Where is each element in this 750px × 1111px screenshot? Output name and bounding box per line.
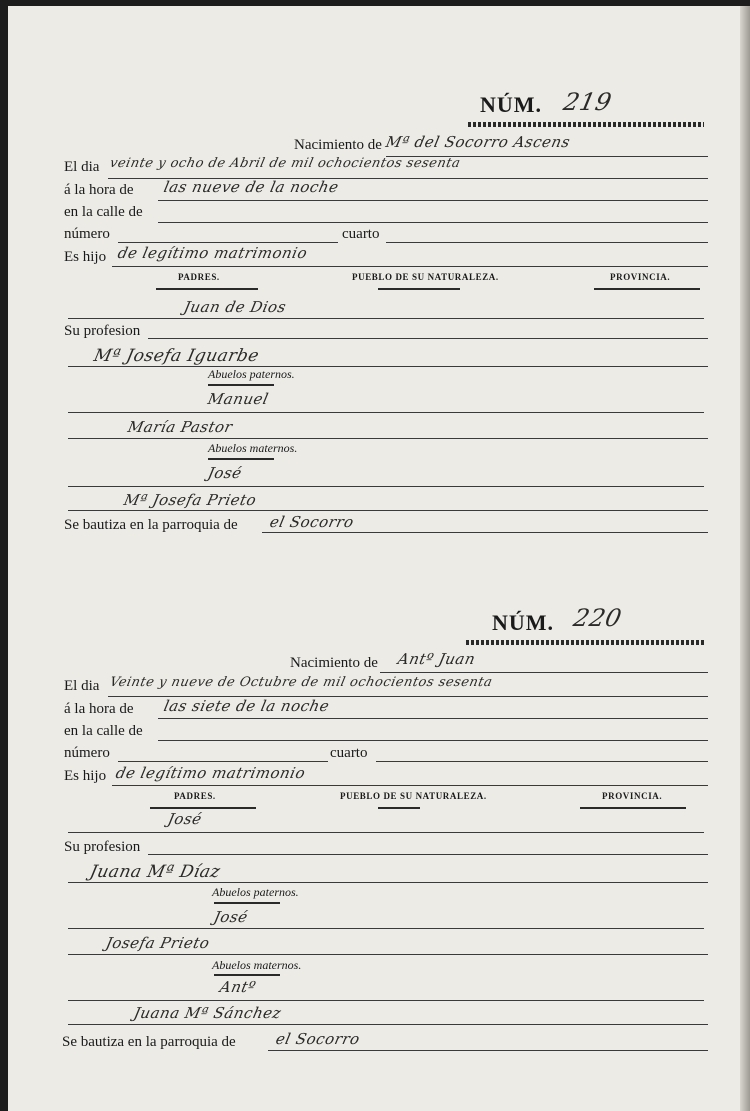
es-hijo-value: de legítimo matrimonio bbox=[116, 244, 310, 262]
cuarto-label: cuarto bbox=[342, 226, 380, 242]
nacimiento-value: Antº Juan bbox=[396, 650, 478, 668]
nacimiento-label: Nacimiento de bbox=[290, 655, 378, 671]
parroquia-value: el Socorro bbox=[274, 1030, 362, 1048]
es-hijo-label: Es hijo bbox=[64, 768, 107, 784]
el-dia-label: El dia bbox=[64, 159, 100, 175]
el-dia-value: veinte y ocho de Abril de mil ochocientos sesenta bbox=[108, 156, 462, 171]
hora-label: á la hora de bbox=[64, 701, 134, 717]
nacimiento-value: Mª del Socorro Ascens bbox=[384, 133, 572, 151]
madre-name: Juana Mª Díaz bbox=[87, 862, 223, 882]
padres-header: PADRES. bbox=[178, 272, 220, 282]
padres-header: PADRES. bbox=[174, 791, 216, 801]
madre-name: Mª Josefa Iguarbe bbox=[91, 346, 262, 366]
record-number: 219 bbox=[561, 88, 615, 116]
hora-value: las nueve de la noche bbox=[162, 178, 341, 196]
abuelos-maternos-label: Abuelos maternos. bbox=[208, 441, 298, 455]
abuelo-paterno-name: José bbox=[212, 908, 250, 926]
parroquia-label: Se bautiza en la parroquia de bbox=[64, 517, 238, 533]
abuelos-paternos-label: Abuelos paternos. bbox=[212, 885, 299, 899]
abuela-materna-name: Juana Mª Sánchez bbox=[132, 1004, 283, 1022]
pueblo-header: PUEBLO DE SU NATURALEZA. bbox=[340, 791, 487, 801]
pueblo-header: PUEBLO DE SU NATURALEZA. bbox=[352, 272, 499, 282]
el-dia-value: Veinte y nueve de Octubre de mil ochocientos sesenta bbox=[108, 675, 494, 690]
abuelos-maternos-label: Abuelos maternos. bbox=[212, 958, 302, 972]
abuelo-paterno-name: Manuel bbox=[206, 390, 271, 408]
record-number-label: NÚM. bbox=[492, 610, 555, 635]
hora-value: las siete de la noche bbox=[162, 697, 332, 715]
calle-label: en la calle de bbox=[64, 204, 143, 220]
register-page bbox=[8, 6, 740, 1111]
es-hijo-value: de legítimo matrimonio bbox=[114, 764, 308, 782]
el-dia-label: El dia bbox=[64, 678, 100, 694]
calle-label: en la calle de bbox=[64, 723, 143, 739]
hora-label: á la hora de bbox=[64, 182, 134, 198]
abuelo-materno-name: José bbox=[206, 464, 244, 482]
parroquia-value: el Socorro bbox=[268, 513, 356, 531]
profesion-label: Su profesion bbox=[64, 839, 141, 855]
decorative-rule bbox=[466, 640, 704, 645]
record-number-label: NÚM. bbox=[480, 92, 543, 117]
record-number: 220 bbox=[571, 604, 625, 632]
abuela-materna-name: Mª Josefa Prieto bbox=[122, 491, 259, 509]
es-hijo-label: Es hijo bbox=[64, 249, 107, 265]
abuelo-materno-name: Antº bbox=[218, 978, 258, 996]
nacimiento-label: Nacimiento de bbox=[294, 137, 382, 153]
numero-label: número bbox=[64, 226, 110, 242]
cuarto-label: cuarto bbox=[330, 745, 368, 761]
profesion-label: Su profesion bbox=[64, 323, 141, 339]
book-gutter bbox=[740, 6, 750, 1111]
abuela-paterna-name: Josefa Prieto bbox=[104, 934, 212, 952]
parroquia-label: Se bautiza en la parroquia de bbox=[62, 1034, 236, 1050]
abuelos-paternos-label: Abuelos paternos. bbox=[208, 367, 295, 381]
birth-record-220 bbox=[8, 6, 740, 1111]
numero-label: número bbox=[64, 745, 110, 761]
padre-name: Juan de Dios bbox=[182, 298, 288, 316]
abuela-paterna-name: María Pastor bbox=[126, 418, 235, 436]
provincia-header: PROVINCIA. bbox=[602, 791, 663, 801]
provincia-header: PROVINCIA. bbox=[610, 272, 671, 282]
padre-name: José bbox=[166, 810, 204, 828]
